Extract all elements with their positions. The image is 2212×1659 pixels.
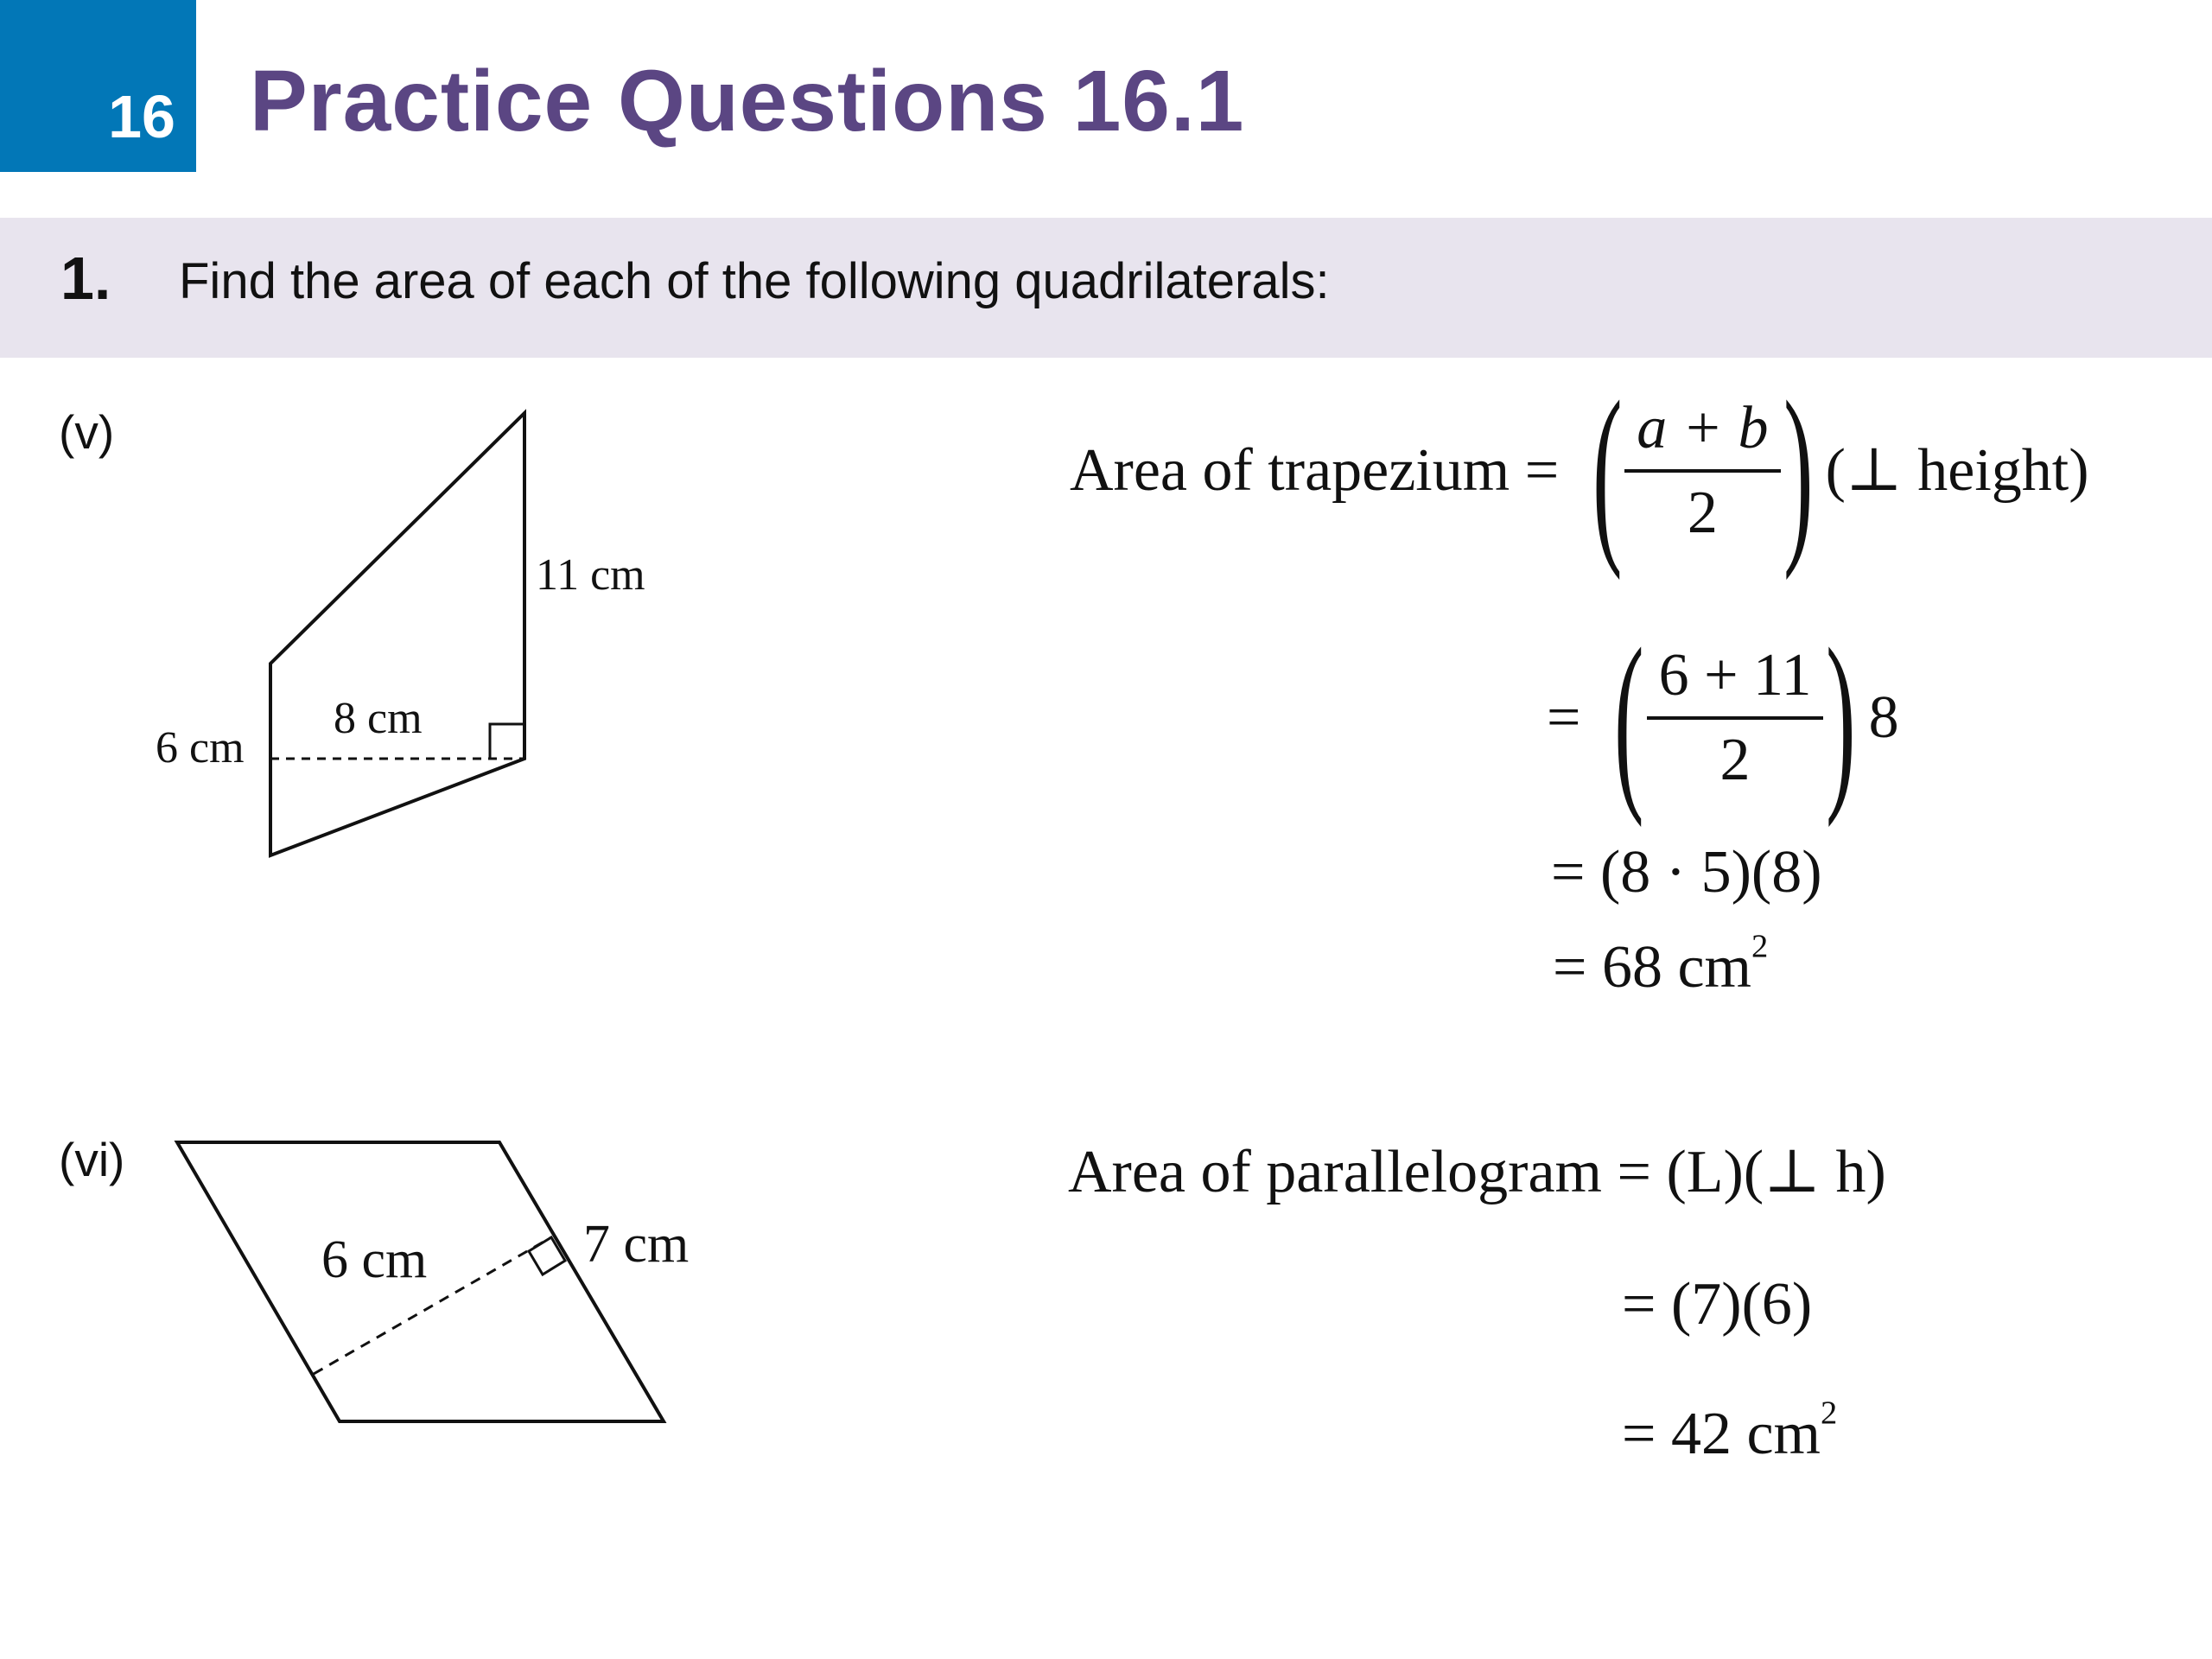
fraction-denominator: 2 <box>1687 480 1718 546</box>
part-v-label: (v) <box>59 405 115 459</box>
result-exponent: 2 <box>1821 1395 1838 1432</box>
fraction-denominator: 2 <box>1719 727 1751 793</box>
question-number: 1. <box>60 245 111 312</box>
parallelogram-formula-line: Area of parallelogram = (L)(⊥ h) <box>1068 1139 1886 1205</box>
parallelogram-figure <box>177 1142 689 1421</box>
result-value: = 68 cm <box>1553 934 1751 1001</box>
trapezium-figure <box>156 413 645 855</box>
parallelogram-height-label: 6 cm <box>321 1230 428 1289</box>
figures-svg <box>0 0 864 1512</box>
trapezium-substitution-line <box>1547 607 1899 828</box>
right-angle-marker <box>490 724 524 759</box>
paren-open: ( <box>1592 360 1623 581</box>
parallelogram-result-line <box>1622 1395 1838 1467</box>
page-title: Practice Questions 16.1 <box>250 53 1245 149</box>
trapezium-outline <box>270 413 524 855</box>
trapezium-right-side-label: 11 cm <box>536 550 645 600</box>
paren-open: ( <box>1614 607 1644 828</box>
trapezium-formula-line <box>1070 360 2089 581</box>
fraction-numerator: 6 + 11 <box>1647 645 1824 720</box>
result-value: = 42 cm <box>1622 1401 1821 1467</box>
substitution-fraction <box>1647 642 1824 793</box>
trapezium-step-line: = (8 · 5)(8) <box>1551 839 1822 906</box>
trapezium-result-line <box>1553 928 1769 1001</box>
parallelogram-side-label: 7 cm <box>583 1215 690 1274</box>
paren-close: ) <box>1783 360 1814 581</box>
fraction-numerator: a + b <box>1624 398 1780 473</box>
paren-close: ) <box>1826 607 1856 828</box>
formula-tail: (⊥ height) <box>1825 437 2089 504</box>
trapezium-height-label: 8 cm <box>334 694 423 743</box>
trapezium-left-side-label: 6 cm <box>156 723 245 772</box>
substitution-tail: 8 <box>1868 684 1899 751</box>
parallelogram-substitution-line: = (7)(6) <box>1622 1271 1813 1338</box>
formula-lhs: Area of trapezium <box>1070 437 1510 504</box>
part-vi-label: (vi) <box>59 1133 125 1186</box>
chapter-number: 16 <box>108 83 175 150</box>
result-exponent: 2 <box>1751 928 1769 965</box>
formula-fraction <box>1624 395 1780 546</box>
equals-sign: = <box>1547 684 1581 751</box>
equals-sign: = <box>1524 437 1560 504</box>
question-text: Find the area of each of the following quadrilaterals: <box>179 253 1330 309</box>
